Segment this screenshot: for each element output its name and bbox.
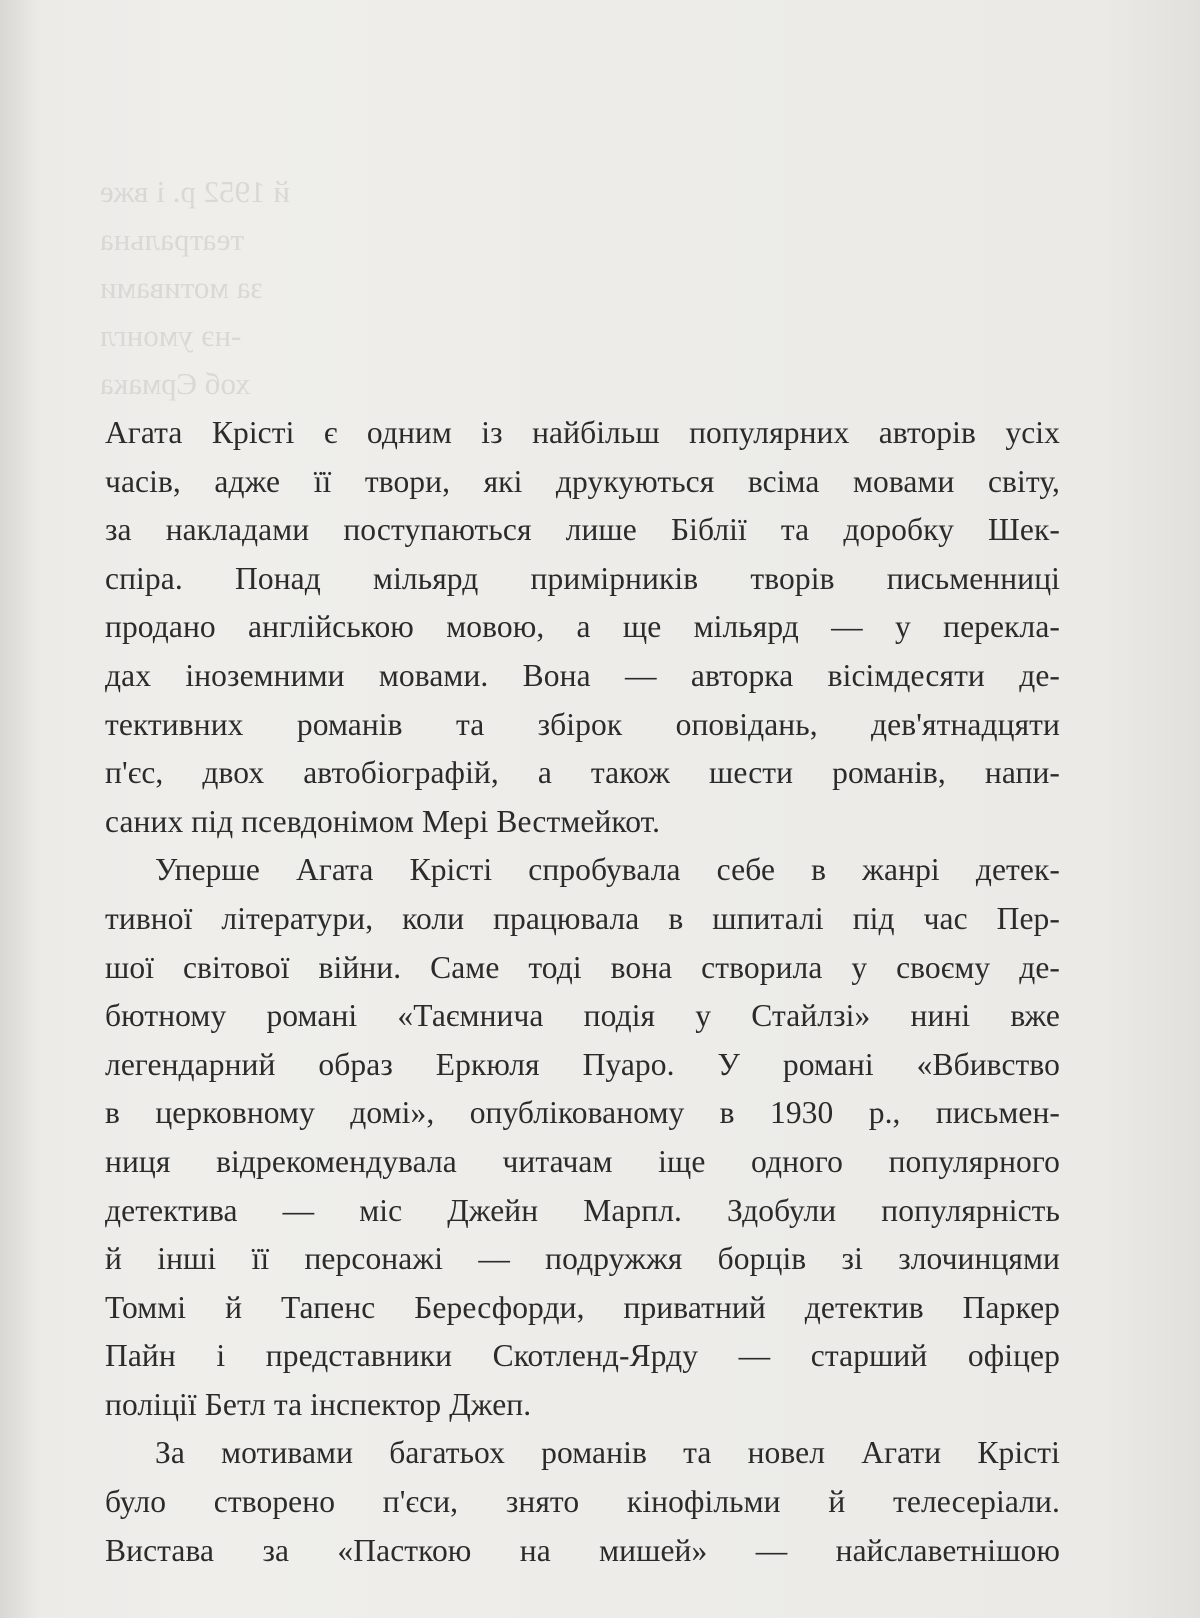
text-line: спіра. Понад мільярд примірників творів письменниці	[105, 560, 1060, 596]
text-line: в церковному домі», опублікованому в 1930 р., письмен-	[105, 1095, 1060, 1131]
text-line: п'єс, двох автобіографій, а також шести романів, напи-	[105, 755, 1060, 791]
text-line: продано англійською мовою, а ще мільярд — у перекла-	[105, 609, 1060, 645]
text-line: саних під псевдонімом Мері Вестмейкот.	[105, 803, 661, 839]
text-line: шої світової війни. Саме тоді вона створила у своєму де-	[105, 949, 1060, 985]
text-line: було створено п'єси, знято кінофільми й телесеріали.	[105, 1484, 1060, 1520]
text-line: тективних романів та збірок оповідань, дев'ятнадцяти	[105, 706, 1060, 742]
text-line: Вистава за «Пасткою на мишей» — найславетнішою	[105, 1532, 1060, 1568]
text-line: Пайн і представники Скотленд-Ярду — старший офіцер	[105, 1338, 1060, 1374]
text-line: детектива — міс Джейн Марпл. Здобули популярність	[105, 1192, 1060, 1228]
bleed-through-text	[100, 168, 1100, 408]
text-line: часів, адже її твори, які друкуються всіма мовами світу,	[105, 463, 1060, 499]
text-line: За мотивами багатьох романів та новел Агати Крісті	[155, 1435, 1060, 1471]
text-line: й інші її персонажі — подружжя борців зі злочинцями	[105, 1241, 1060, 1277]
bleed-line: за мотивами	[100, 270, 263, 305]
body-text	[105, 409, 1060, 1575]
text-line: Томмі й Тапенс Бересфорди, приватний детектив Паркер	[105, 1289, 1060, 1325]
bleed-line: -нэ умонгл	[100, 318, 242, 353]
text-line: дах іноземними мовами. Вона — авторка вісімдесяти де-	[105, 657, 1060, 693]
text-line: Уперше Агата Крісті спробувала себе в жанрі детек-	[155, 852, 1060, 888]
bleed-line: театральна	[100, 222, 245, 257]
paragraph-3	[105, 1429, 1060, 1575]
text-line: поліції Бетл та інспектор Джеп.	[105, 1386, 532, 1422]
paragraph-2	[105, 846, 1060, 1429]
text-line: ниця відрекомендувала читачам іще одного популярного	[105, 1143, 1060, 1179]
text-line: Агата Крісті є одним із найбільш популярних авторів усіх	[105, 415, 1060, 450]
bleed-line: й 1952 р. і вже	[100, 174, 290, 209]
bleed-line: хоб Єрмака	[100, 366, 251, 401]
text-line: легендарний образ Еркюля Пуаро. У романі «Вбивство	[105, 1046, 1060, 1082]
text-line: тивної літератури, коли працювала в шпиталі під час Пер-	[105, 900, 1060, 936]
paragraph-1	[105, 409, 1060, 846]
text-line: бютному романі «Таємнича подія у Стайлзі» нині вже	[105, 998, 1060, 1034]
text-line: за накладами поступаються лише Біблії та доробку Шек-	[105, 512, 1060, 548]
